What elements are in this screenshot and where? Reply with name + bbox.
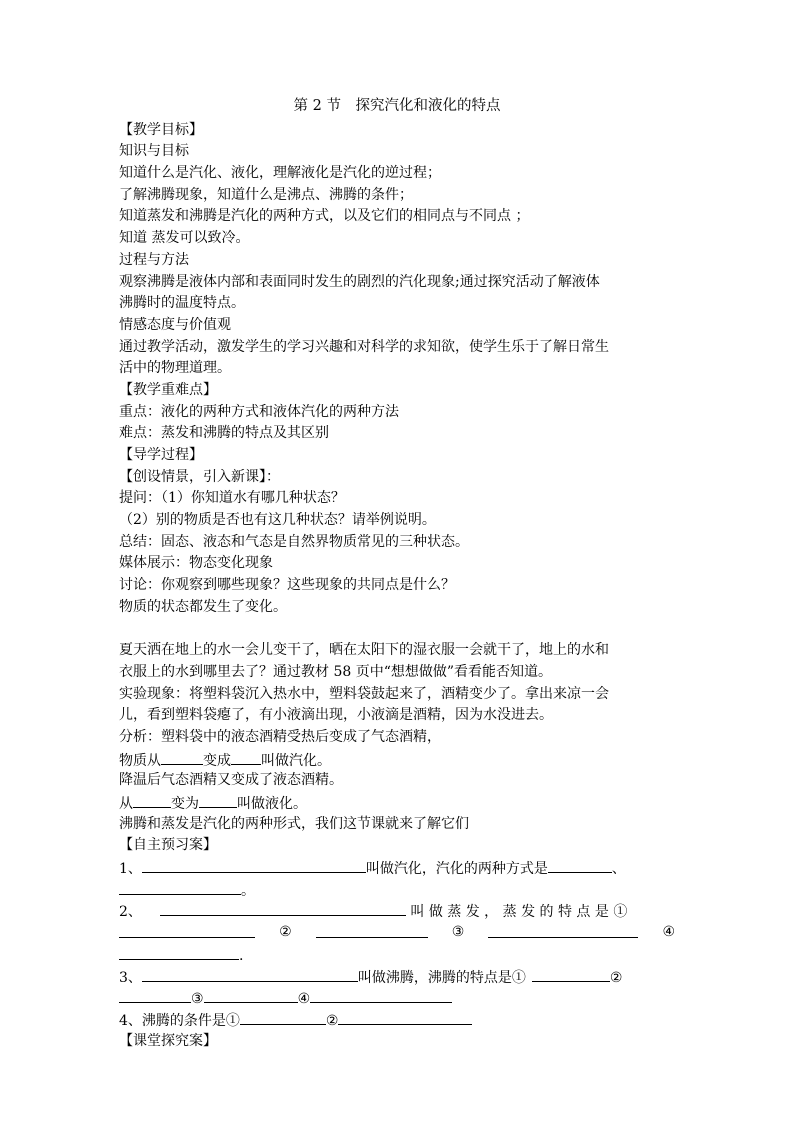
text-line: 沸腾时的温度特点。 (119, 295, 245, 312)
question-4 (119, 1009, 675, 1031)
text-fragment: 叫 做 蒸 发 ， 蒸 发 的 特 点 是 ① (410, 904, 628, 921)
fill-in-line (119, 749, 675, 771)
text-line: 通过教学活动，激发学生的学习兴趣和对科学的求知欲，使学生乐于了解日常生 (119, 338, 609, 355)
text-fragment: 叫做汽化，汽化的两种方式是 (365, 861, 548, 878)
text-line: 知道 蒸发可以致冷。 (119, 230, 250, 247)
circle-2-label: ② (279, 924, 292, 941)
text-line: 夏天洒在地上的水一会儿变干了，晒在太阳下的湿衣服一会就干了，地上的水和 (119, 642, 609, 659)
subheading-knowledge: 知识与目标 (119, 143, 189, 160)
blank-line (119, 619, 675, 641)
answer-blank[interactable] (133, 792, 171, 808)
fill-in-line (119, 792, 675, 814)
text-line: 分析：塑料袋中的液态酒精受热后变成了气态酒精， (119, 728, 441, 745)
text-fragment: 物质从 (119, 752, 161, 769)
question-2-cont (119, 922, 675, 944)
text-line: 物质的状态都发生了变化。 (119, 598, 287, 615)
text-line: 实验现象：将塑料袋沉入热水中，塑料袋鼓起来了，酒精变少了。拿出来凉一会 (119, 685, 609, 702)
circle-4-label: ④ (297, 991, 311, 1008)
text-line: 衣服上的水到哪里去了？通过教材 58 页中“想想做做”看看能否知道。 (119, 663, 553, 680)
circle-3-label: ③ (451, 924, 465, 941)
text-line: 讨论：你观察到哪些现象？这些现象的共同点是什么？ (119, 577, 455, 594)
answer-blank[interactable] (231, 749, 261, 765)
answer-blank[interactable] (316, 922, 428, 938)
circle-3-label: ③ (191, 991, 204, 1008)
text-line: 知道什么是汽化、液化，理解液化是汽化的逆过程； (119, 165, 441, 182)
text-line: 儿，看到塑料袋瘪了，有小液滴出现，小液滴是酒精，因为水没进去。 (119, 707, 553, 724)
page-title: 第 2 节 探究汽化和液化的特点 (293, 98, 501, 114)
answer-blank[interactable] (160, 900, 406, 916)
text-fragment: 变成 (203, 752, 231, 769)
question-3 (119, 966, 675, 988)
text-fragment: 。 (241, 882, 255, 899)
text-fragment: 4、沸腾的条件是① (119, 1012, 240, 1029)
subheading-attitude: 情感态度与价值观 (119, 316, 231, 333)
text-line: 活中的物理道理。 (119, 360, 231, 377)
question-3-cont (119, 987, 675, 1009)
text-fragment: 叫做汽化。 (261, 752, 331, 769)
answer-blank[interactable] (548, 857, 612, 873)
text-line: 总结：固态、液态和气态是自然界物质常见的三种状态。 (119, 533, 469, 550)
question-2 (119, 900, 675, 922)
text-line: （2）别的物质是否也有这几种状态？请举例说明。 (119, 512, 436, 529)
text-line: 知道蒸发和沸腾是汽化的两种方式，以及它们的相同点与不同点 ； (119, 208, 530, 225)
answer-blank[interactable] (119, 879, 241, 895)
answer-blank[interactable] (119, 944, 239, 960)
answer-blank[interactable] (161, 749, 203, 765)
heading-class-inquiry: 【课堂探究案】 (119, 1032, 217, 1049)
answer-blank[interactable] (240, 1009, 326, 1025)
question-number: 2、 (119, 904, 142, 921)
text-line: 观察沸腾是液体内部和表面同时发生的剧烈的汽化现象;通过探究活动了解液体 (119, 273, 600, 290)
text-line: 难点：蒸发和沸腾的特点及其区别 (119, 425, 329, 442)
text-line: 重点：液化的两种方式和液体汽化的两种方法 (119, 403, 399, 420)
answer-blank[interactable] (488, 922, 638, 938)
answer-blank[interactable] (142, 857, 366, 873)
question-1 (119, 857, 675, 879)
question-1-cont (119, 879, 675, 901)
text-fragment: 叫做液化。 (237, 796, 307, 813)
circle-2-label: ② (325, 1012, 339, 1029)
text-fragment: . (239, 947, 244, 964)
text-line: 沸腾和蒸发是汽化的两种形式，我们这节课就来了解它们 (119, 815, 469, 832)
answer-blank[interactable] (338, 1009, 472, 1025)
answer-blank[interactable] (142, 966, 358, 982)
answer-blank[interactable] (204, 987, 298, 1003)
text-line: 提问：（1）你知道水有哪几种状态？ (119, 490, 345, 507)
question-number: 3、 (119, 969, 142, 986)
text-fragment: 变为 (171, 796, 199, 813)
heading-self-study: 【自主预习案】 (119, 837, 217, 854)
answer-blank[interactable] (119, 922, 255, 938)
answer-blank[interactable] (199, 792, 237, 808)
heading-scenario: 【创设情景，引入新课】： (119, 468, 280, 485)
text-fragment: 、 (611, 861, 626, 878)
answer-blank[interactable] (532, 966, 610, 982)
circle-4-label: ④ (662, 924, 675, 941)
heading-teaching-goals: 【教学目标】 (119, 121, 203, 138)
subheading-process: 过程与方法 (119, 251, 189, 268)
question-number: 1、 (119, 861, 142, 878)
question-2-end (119, 944, 675, 966)
text-line: 媒体展示：物态变化现象 (119, 555, 273, 572)
text-line: 降温后气态酒精又变成了液态酒精。 (119, 772, 343, 789)
answer-blank[interactable] (310, 987, 452, 1003)
text-line: 了解沸腾现象，知道什么是沸点、沸腾的条件； (119, 186, 413, 203)
heading-guide-process: 【导学过程】 (119, 447, 203, 464)
circle-2-label: ② (609, 969, 623, 986)
document-page (119, 96, 675, 1052)
text-fragment: 叫做沸腾，沸腾的特点是① (357, 969, 526, 986)
heading-key-points: 【教学重难点】 (119, 381, 217, 398)
text-fragment: 从 (119, 796, 133, 813)
answer-blank[interactable] (119, 987, 191, 1003)
